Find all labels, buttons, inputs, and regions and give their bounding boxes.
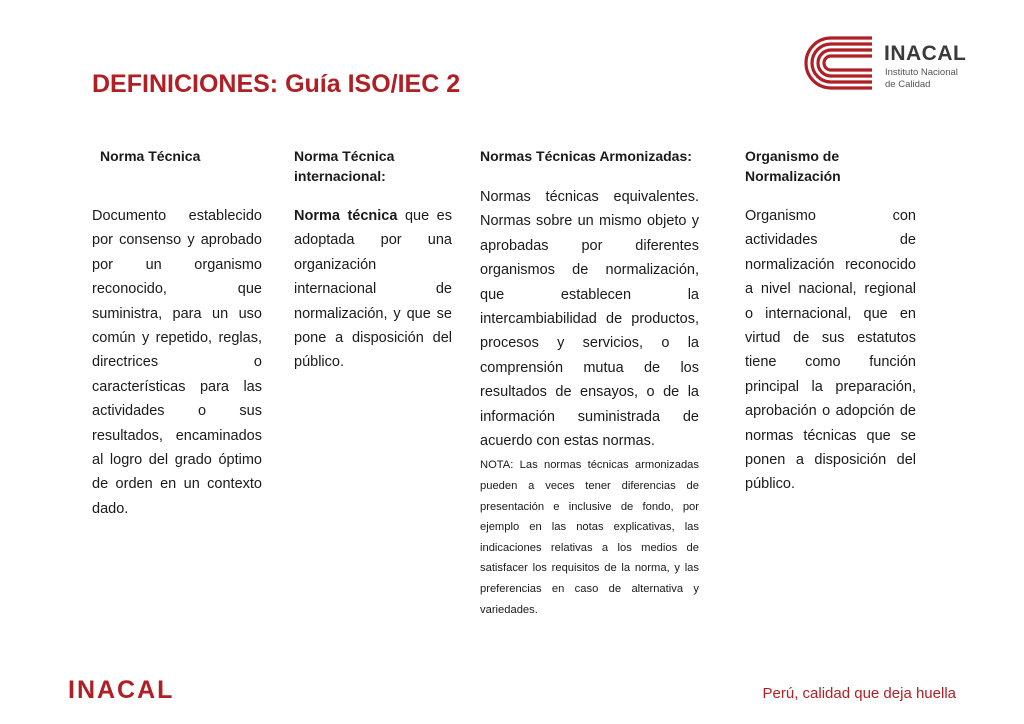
column-body: Normas técnicas equivalentes. Normas sobre un mismo objeto y aprobadas por diferentes organismos de normalización, que establecen la intercambiabilidad de productos, procesos y servicios, o la comprensión mutua de los resultados de ensayos, o de la información suministrada de acuerdo con estas normas. (480, 189, 699, 450)
logo-sub-line1: Instituto Nacional (885, 67, 958, 78)
footer-logo: INACAL (68, 676, 175, 704)
column-body: Organismo con actividades de normalización reconocido a nivel nacional, regional o internacional, que en virtud de sus estatutos tiene como función principal la preparación, aprobación o adopción de normas técnicas que se ponen a disposición del público. (745, 208, 916, 493)
page-title: DEFINICIONES: Guía ISO/IEC 2 (92, 70, 461, 98)
inacal-c-stripes-icon (802, 34, 876, 92)
definition-column-norma-tecnica (92, 146, 262, 521)
column-heading: Norma Técnica (100, 148, 201, 164)
column-body (294, 204, 452, 375)
column-heading: Organismo de Normalización (745, 148, 841, 184)
column-heading: Normas Técnicas Armonizadas: (480, 148, 692, 164)
logo-sub-line2: de Calidad (885, 79, 931, 90)
definition-column-organismo-normalizacion (745, 146, 916, 497)
inacal-logo (802, 34, 974, 92)
column-body: Documento establecido por consenso y aprobado por un organismo reconocido, que suministra, para un uso común y repetido, reglas, directrices o características para las actividades o sus resultados, encaminados al logro del grado óptimo de orden en un contexto dado. (92, 208, 262, 517)
definition-column-normas-armonizadas (480, 146, 699, 620)
column-heading: Norma Técnica internacional: (294, 148, 395, 184)
definition-column-norma-internacional (294, 146, 452, 375)
column-body-text: que es adoptada por una organización internacional de normalización, y que se pone a disposición del público. (294, 208, 452, 371)
logo-brand-text: INACAL (884, 42, 967, 65)
column-note: NOTA: Las normas técnicas armonizadas pueden a veces tener diferencias de presentación e inclusive de fondo, por ejemplo en las notas explicativas, las indicaciones relativas a los medios de satisfacer los requisitos de la norma, y las preferencias en caso de alternativa y variedades. (480, 459, 699, 616)
footer-slogan: Perú, calidad que deja huella (762, 685, 956, 702)
column-body-bold: Norma técnica (294, 208, 398, 224)
